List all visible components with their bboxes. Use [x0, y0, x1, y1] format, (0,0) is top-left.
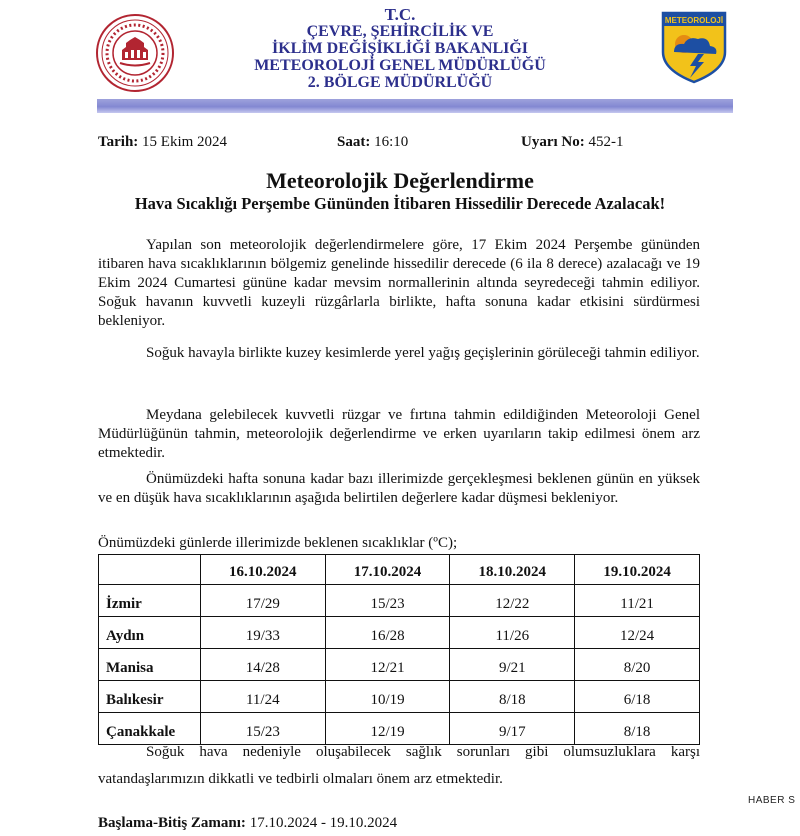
temperature-cell: 11/24: [200, 681, 325, 713]
table-row: [99, 617, 700, 649]
temperature-cell: 12/22: [450, 585, 575, 617]
warning-number-field: [521, 134, 624, 151]
city-name: Çanakkale: [99, 713, 201, 745]
table-row: [99, 681, 700, 713]
source-watermark: HABER S: [748, 795, 796, 806]
date-label: Tarih:: [98, 134, 139, 150]
header-line-ministry-2: İKLİM DEĞİŞİKLİĞİ BAKANLIĞI: [271, 40, 529, 57]
document-subtitle: Hava Sıcaklığı Perşembe Gününden İtibaren Hissedilir Derecede Azalacak!: [134, 194, 666, 213]
ministry-seal-icon: [96, 14, 174, 92]
paragraph-4: Önümüzdeki hafta sonuna kadar bazı illerimizde gerçekleşmesi beklenen günün en yüksek ve en düşük hava sıcaklıklarının aşağıda belirtilen değerlere kadar düşmesi bekleniyor.: [98, 471, 700, 506]
table-header-date: 18.10.2024: [450, 555, 575, 585]
temperature-cell: 12/19: [325, 713, 450, 745]
warning-number-value: 452-1: [588, 134, 624, 150]
temperature-cell: 9/21: [450, 649, 575, 681]
city-name: İzmir: [99, 585, 201, 617]
temperature-table: [98, 554, 700, 745]
document-title: Meteorolojik Değerlendirme: [266, 168, 534, 193]
city-name: Manisa: [99, 649, 201, 681]
header-line-tc: T.C.: [384, 5, 416, 24]
header-line-ministry-1: ÇEVRE, ŞEHİRCİLİK VE: [306, 23, 494, 40]
paragraph-2: Soğuk havayla birlikte kuzey kesimlerde yerel yağış geçişlerinin görüleceği tahmin ediliyor.: [146, 345, 700, 361]
temperature-cell: 8/20: [575, 649, 700, 681]
table-caption: Önümüzdeki günlerde illerimizde beklenen sıcaklıklar (ºC);: [98, 535, 458, 551]
temperature-cell: 10/19: [325, 681, 450, 713]
table-header-date: 16.10.2024: [200, 555, 325, 585]
city-name: Balıkesir: [99, 681, 201, 713]
logo-label: METEOROLOJİ: [664, 16, 724, 25]
validity-label: Başlama-Bitiş Zamanı:: [98, 815, 246, 831]
header-line-region: 2. BÖLGE MÜDÜRLÜĞÜ: [307, 74, 493, 91]
table-header-row: [99, 555, 700, 585]
closing-line-1: Soğuk hava nedeniyle oluşabilecek sağlık sorunları gibi olumsuzluklara karşı: [146, 744, 700, 760]
temperature-cell: 15/23: [325, 585, 450, 617]
time-field: [337, 134, 408, 151]
city-name: Aydın: [99, 617, 201, 649]
date-value: 15 Ekim 2024: [142, 134, 228, 150]
table-header-date: 17.10.2024: [325, 555, 450, 585]
temperature-cell: 15/23: [200, 713, 325, 745]
letterhead: [180, 6, 620, 91]
date-field: [98, 134, 227, 151]
time-value: 16:10: [374, 134, 409, 150]
paragraph-3: Meydana gelebilecek kuvvetli rüzgar ve fırtına tahmin edildiğinden Meteoroloji Genel Müdürlüğünün tahmin, meteorolojik değerlendirme ve erken uyarıların takip edilmesi önem arz etmektedir.: [98, 407, 700, 461]
temperature-cell: 12/24: [575, 617, 700, 649]
temperature-cell: 8/18: [575, 713, 700, 745]
table-header-corner: [99, 555, 201, 585]
temperature-cell: 19/33: [200, 617, 325, 649]
temperature-cell: 9/17: [450, 713, 575, 745]
header-line-directorate: METEOROLOJİ GENEL MÜDÜRLÜĞÜ: [254, 57, 546, 74]
temperature-cell: 14/28: [200, 649, 325, 681]
temperature-cell: 6/18: [575, 681, 700, 713]
warning-number-label: Uyarı No:: [521, 134, 585, 150]
validity-value: 17.10.2024 - 19.10.2024: [249, 815, 398, 831]
table-row: [99, 585, 700, 617]
temperature-cell: 16/28: [325, 617, 450, 649]
closing-line-2: vatandaşlarımızın dikkatli ve tedbirli olmaları önem arz etmektedir.: [98, 771, 503, 787]
time-label: Saat:: [337, 134, 371, 150]
meteoroloji-logo-icon: [660, 10, 728, 84]
table-header-date: 19.10.2024: [575, 555, 700, 585]
table-row: [99, 649, 700, 681]
temperature-cell: 11/26: [450, 617, 575, 649]
validity-period: [98, 815, 397, 832]
temperature-cell: 11/21: [575, 585, 700, 617]
temperature-cell: 17/29: [200, 585, 325, 617]
header-divider: [97, 99, 733, 113]
table-row: [99, 713, 700, 745]
temperature-cell: 8/18: [450, 681, 575, 713]
paragraph-1: Yapılan son meteorolojik değerlendirmelere göre, 17 Ekim 2024 Perşembe gününden itibaren hava sıcaklıklarının bölgemiz genelinde hissedilir derecede (6 ila 8 derece) azalacağı ve 19 Ekim 2024 Cumartesi gününe kadar mevsim normallerinin altında seyredeceği tahmin ediliyor. Soğuk havanın kuvvetli kuzeyli rüzgârlarla birlikte, hafta sonuna kadar etkisini sürdürmesi bekleniyor.: [98, 237, 700, 329]
temperature-cell: 12/21: [325, 649, 450, 681]
